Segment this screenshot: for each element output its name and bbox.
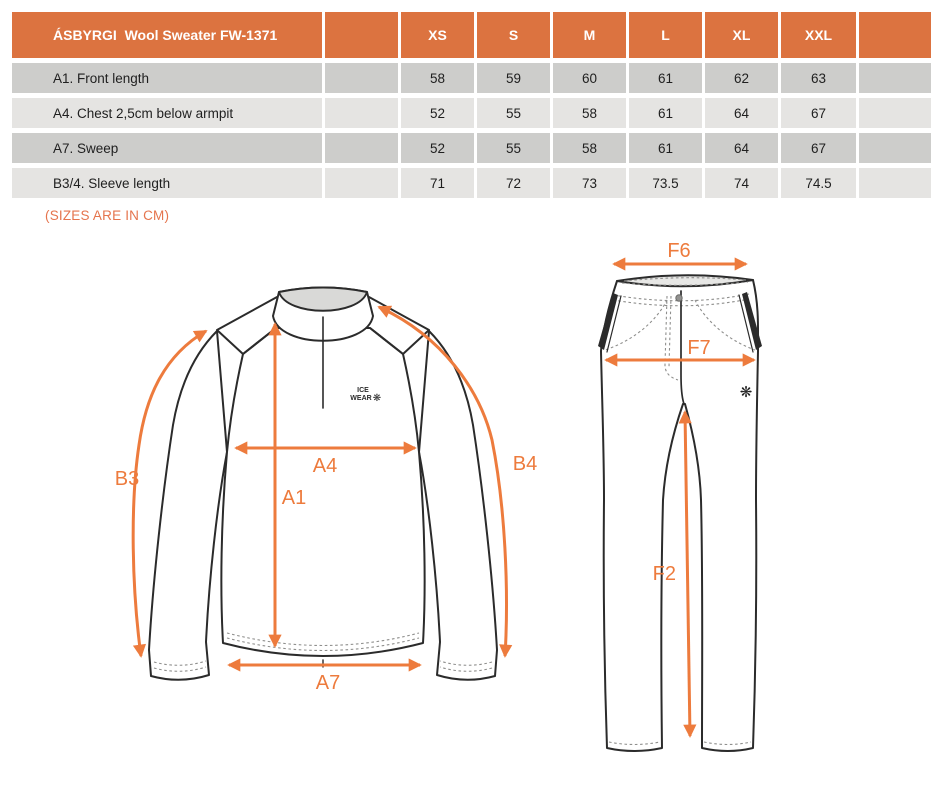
value-cell: 71 [401, 168, 474, 198]
label-f2: F2 [652, 563, 676, 585]
row-label-sleeve-length: B3/4. Sleeve length [12, 168, 322, 198]
sweater-right-sleeve [419, 331, 497, 680]
value-cell: 58 [401, 63, 474, 93]
size-header-xl: XL [705, 12, 778, 58]
value-cell: 74.5 [781, 168, 856, 198]
label-b4: B4 [512, 453, 538, 475]
value-cell: 59 [477, 63, 550, 93]
sizes-unit-note: (SIZES ARE IN CM) [45, 208, 170, 223]
value-cell: 74 [705, 168, 778, 198]
label-a1: A1 [281, 487, 307, 509]
value-cell: 62 [705, 63, 778, 93]
value-cell: 61 [629, 133, 702, 163]
value-cell: 67 [781, 98, 856, 128]
svg-text:WEAR: WEAR [350, 395, 372, 402]
pants-sketch [598, 240, 762, 751]
value-cell: 72 [477, 168, 550, 198]
pants-snowflake-icon: ❋ [739, 384, 753, 401]
row-label-front-length: A1. Front length [12, 63, 322, 93]
value-cell: 61 [629, 63, 702, 93]
value-cell: 55 [477, 133, 550, 163]
label-a7: A7 [315, 672, 341, 694]
size-header-s: S [477, 12, 550, 58]
value-cell: 67 [781, 133, 856, 163]
value-cell: 61 [629, 98, 702, 128]
label-a4: A4 [312, 455, 338, 477]
pants-body [601, 280, 758, 751]
value-cell: 52 [401, 98, 474, 128]
arrow-f2 [685, 412, 690, 736]
sweater-sketch [115, 288, 537, 695]
label-b3: B3 [114, 468, 140, 490]
value-cell: 64 [705, 133, 778, 163]
size-header-m: M [553, 12, 626, 58]
sweater-left-sleeve [149, 331, 227, 680]
label-f6: F6 [667, 240, 691, 262]
waist-button [676, 295, 682, 301]
value-cell: 73.5 [629, 168, 702, 198]
value-cell: 60 [553, 63, 626, 93]
value-cell: 55 [477, 98, 550, 128]
value-cell: 58 [553, 98, 626, 128]
value-cell: 52 [401, 133, 474, 163]
table-title: ÁSBYRGI Wool Sweater FW-1371 [12, 12, 322, 58]
row-label-sweep: A7. Sweep [12, 133, 322, 163]
size-header-xs: XS [401, 12, 474, 58]
value-cell: 58 [553, 133, 626, 163]
size-header-xxl: XXL [781, 12, 856, 58]
label-f7: F7 [687, 337, 711, 359]
value-cell: 64 [705, 98, 778, 128]
row-label-chest: A4. Chest 2,5cm below armpit [12, 98, 322, 128]
size-header-l: L [629, 12, 702, 58]
value-cell: 73 [553, 168, 626, 198]
svg-text:ICE: ICE [357, 387, 369, 394]
snowflake-icon: ❋ [372, 393, 382, 404]
value-cell: 63 [781, 63, 856, 93]
